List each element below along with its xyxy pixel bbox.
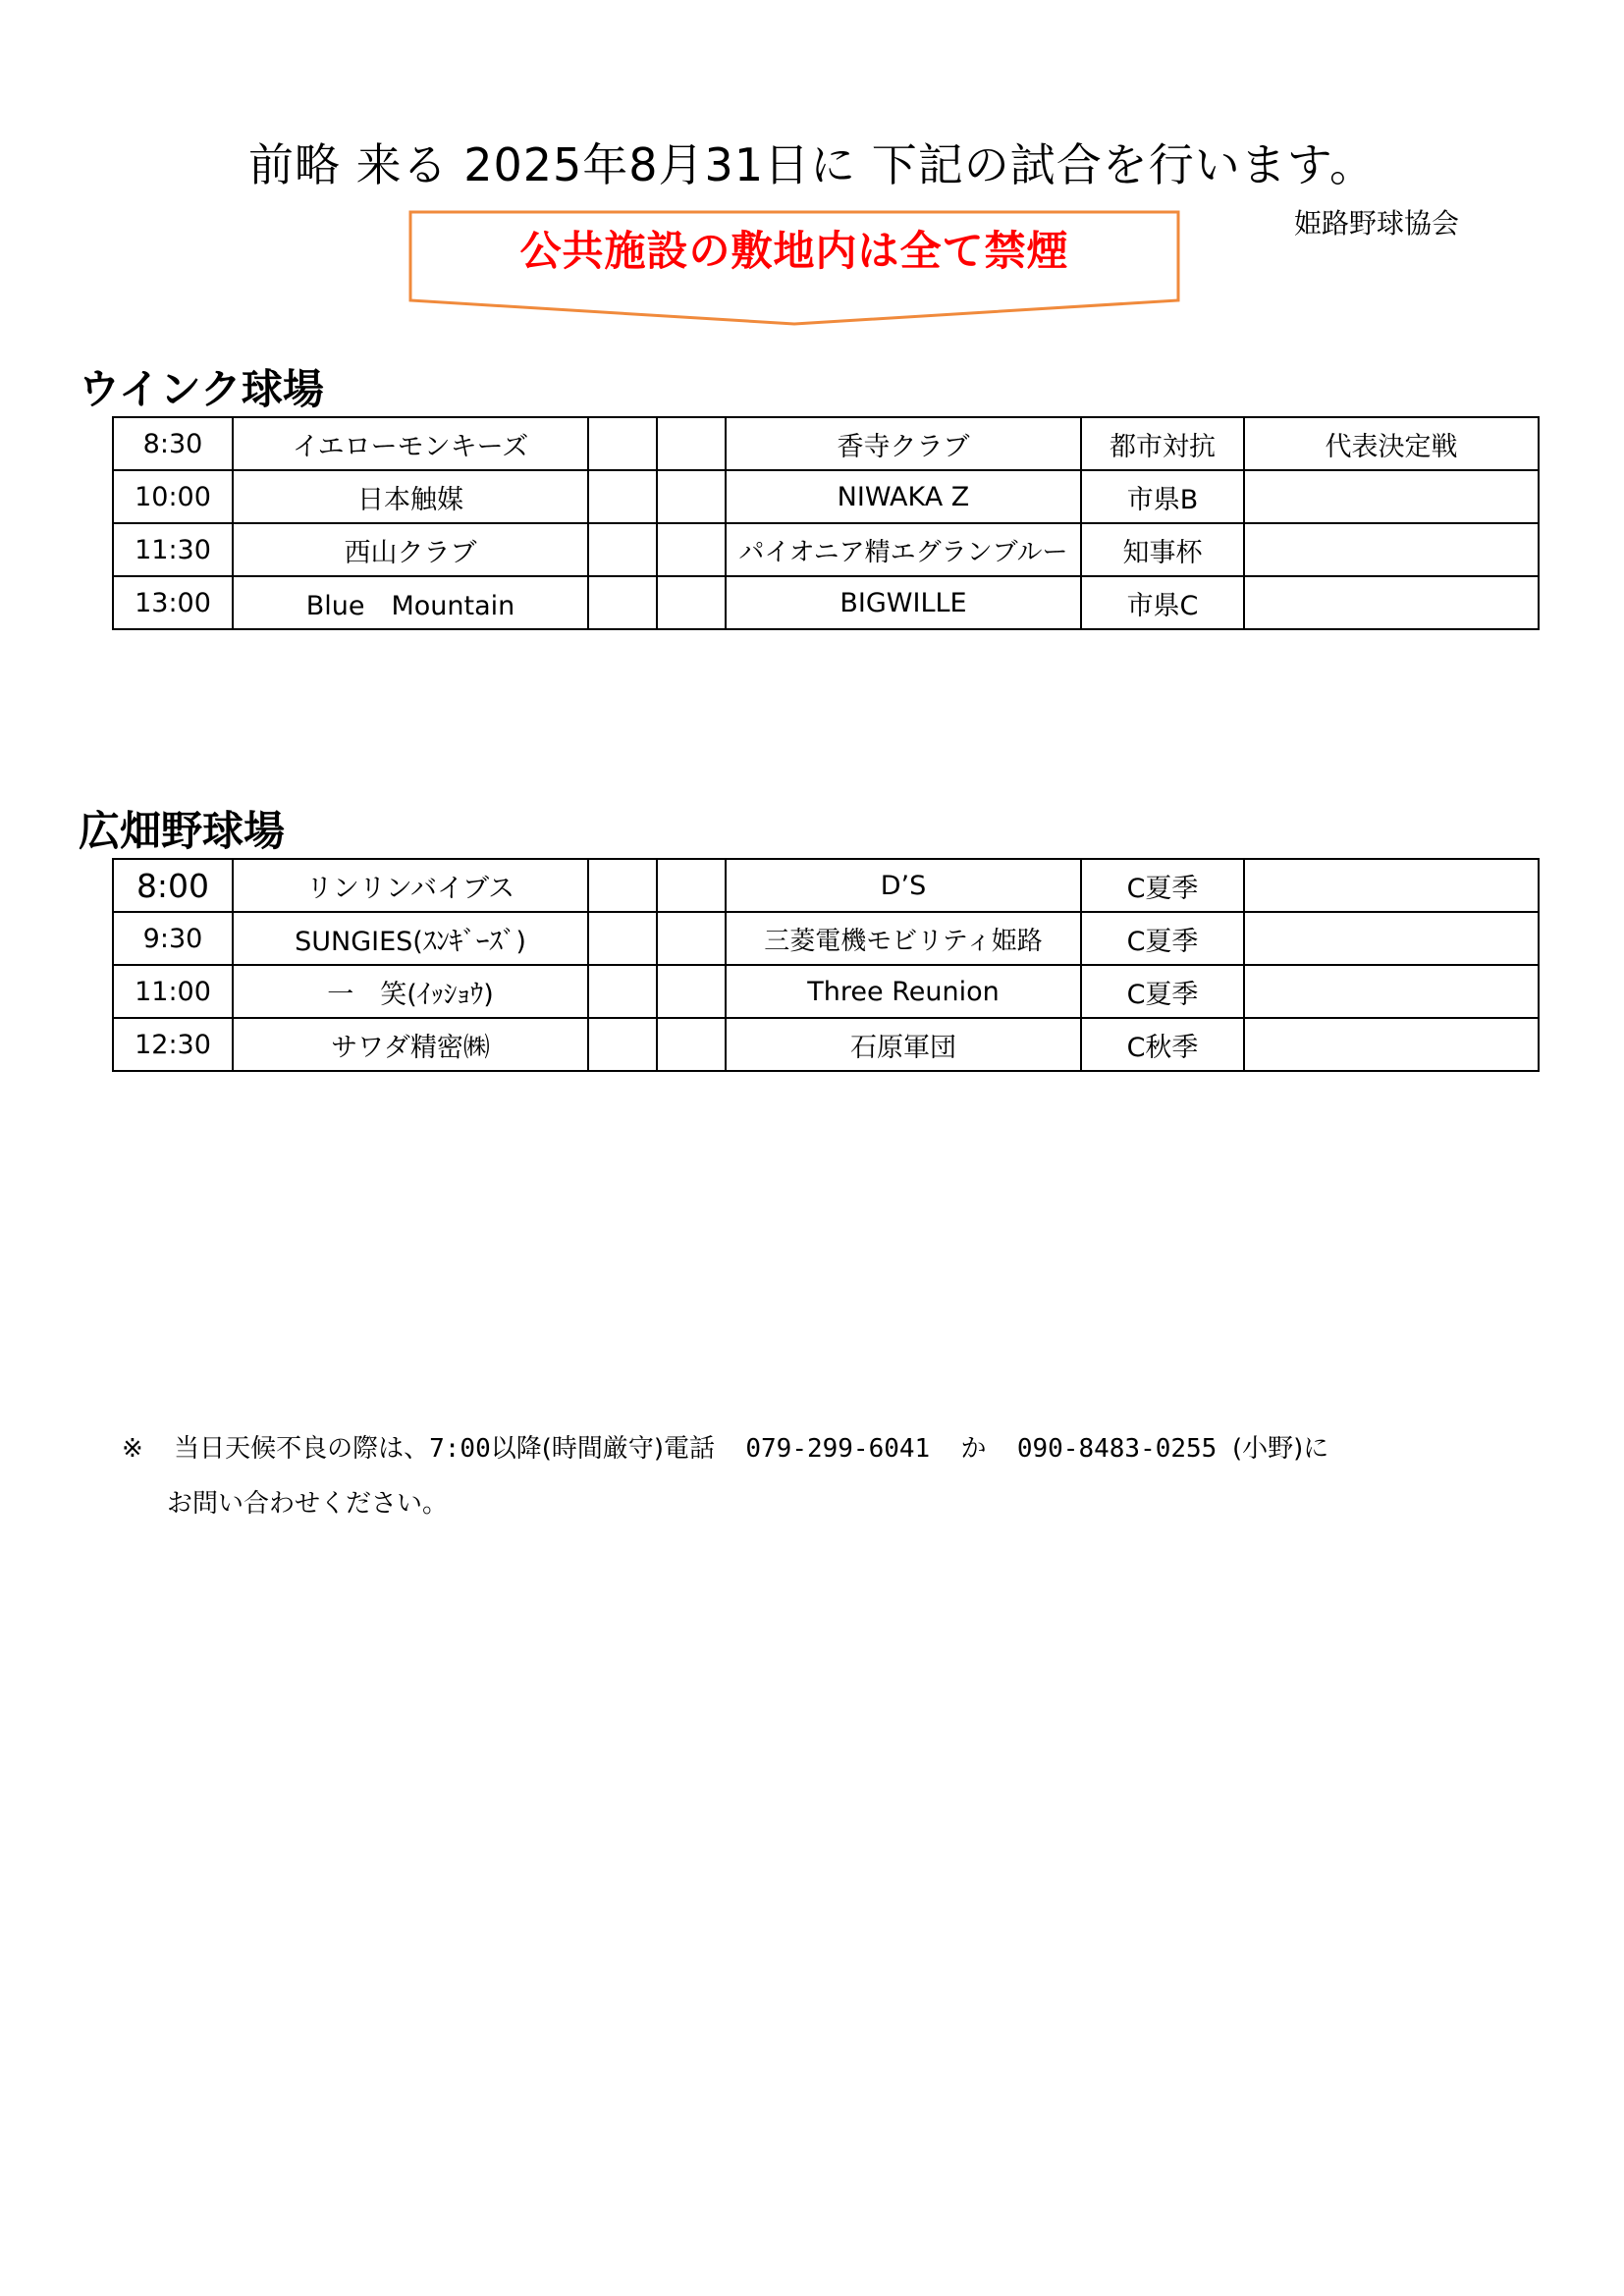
notice-contact: (小野)に bbox=[1232, 1434, 1329, 1464]
table-row bbox=[113, 470, 1539, 523]
cell-score1 bbox=[588, 417, 657, 470]
table-row bbox=[113, 912, 1539, 965]
cell-category: 都市対抗 bbox=[1081, 417, 1244, 470]
cell-team1: イエローモンキーズ bbox=[233, 417, 588, 470]
cell-team2: D’S bbox=[726, 859, 1081, 912]
notice-text-line2: お問い合わせください。 bbox=[167, 1489, 449, 1519]
cell-team1: サワダ精密㈱ bbox=[233, 1018, 588, 1071]
cell-category: 市県B bbox=[1081, 470, 1244, 523]
cell-note bbox=[1244, 576, 1539, 629]
cell-time: 9:30 bbox=[113, 912, 233, 965]
organizer-name: 姫路野球協会 bbox=[1294, 207, 1460, 240]
cell-note bbox=[1244, 912, 1539, 965]
cell-time: 10:00 bbox=[113, 470, 233, 523]
cell-category: C夏季 bbox=[1081, 965, 1244, 1018]
cell-note bbox=[1244, 1018, 1539, 1071]
venue-title-wink: ウインク球場 bbox=[79, 365, 324, 413]
cell-team1: 西山クラブ bbox=[233, 523, 588, 576]
cell-score1 bbox=[588, 470, 657, 523]
cell-time: 11:00 bbox=[113, 965, 233, 1018]
cell-note bbox=[1244, 470, 1539, 523]
cell-team2: BIGWILLE bbox=[726, 576, 1081, 629]
cell-score1 bbox=[588, 965, 657, 1018]
cell-time: 8:30 bbox=[113, 417, 233, 470]
weather-notice-line1 bbox=[122, 1429, 1328, 1468]
cell-category: C秋季 bbox=[1081, 1018, 1244, 1071]
notice-mark: ※ bbox=[122, 1434, 143, 1464]
headline: 前略 来る 2025年8月31日に 下記の試合を行います。 bbox=[247, 138, 1377, 191]
cell-score2 bbox=[657, 859, 726, 912]
table-row bbox=[113, 523, 1539, 576]
cell-time: 12:30 bbox=[113, 1018, 233, 1071]
cell-team2: NIWAKA Z bbox=[726, 470, 1081, 523]
table-row bbox=[113, 965, 1539, 1018]
cell-team1: リンリンバイブス bbox=[233, 859, 588, 912]
cell-team2: Three Reunion bbox=[726, 965, 1081, 1018]
notice-text-a: 当日天候不良の際は、 bbox=[174, 1434, 430, 1464]
weather-notice-line2 bbox=[167, 1484, 448, 1523]
cell-category: C夏季 bbox=[1081, 912, 1244, 965]
table-row bbox=[113, 859, 1539, 912]
cell-score1 bbox=[588, 523, 657, 576]
cell-score1 bbox=[588, 859, 657, 912]
cell-score2 bbox=[657, 523, 726, 576]
no-smoking-banner bbox=[408, 210, 1180, 326]
cell-score1 bbox=[588, 576, 657, 629]
cell-note bbox=[1244, 965, 1539, 1018]
cell-note bbox=[1244, 859, 1539, 912]
cell-score2 bbox=[657, 470, 726, 523]
cell-team1: SUNGIES(ｽﾝｷﾞｰｽﾞ) bbox=[233, 912, 588, 965]
cell-note: 代表決定戦 bbox=[1244, 417, 1539, 470]
cell-team2: 香寺クラブ bbox=[726, 417, 1081, 470]
venue-title-hirohata: 広畑野球場 bbox=[79, 807, 286, 855]
table-row bbox=[113, 576, 1539, 629]
cell-category: C夏季 bbox=[1081, 859, 1244, 912]
cell-score2 bbox=[657, 1018, 726, 1071]
cell-team1: Blue Mountain bbox=[233, 576, 588, 629]
schedule-table-hirohata bbox=[112, 858, 1540, 1072]
table-row bbox=[113, 417, 1539, 470]
cell-team2: 三菱電機モビリティ姫路 bbox=[726, 912, 1081, 965]
table-row bbox=[113, 1018, 1539, 1071]
phone-number-1: 079-299-6041 bbox=[745, 1434, 931, 1464]
cell-team1: 一 笑(ｲｯｼｮｳ) bbox=[233, 965, 588, 1018]
cell-team2: パイオニア精エグランブルー bbox=[726, 523, 1081, 576]
cell-score2 bbox=[657, 912, 726, 965]
cell-score2 bbox=[657, 417, 726, 470]
no-smoking-text: 公共施設の敷地内は全て禁煙 bbox=[519, 227, 1069, 275]
cell-note bbox=[1244, 523, 1539, 576]
cell-time: 13:00 bbox=[113, 576, 233, 629]
cell-score2 bbox=[657, 576, 726, 629]
cell-team1: 日本触媒 bbox=[233, 470, 588, 523]
cell-score2 bbox=[657, 965, 726, 1018]
notice-time: 7:00 bbox=[429, 1434, 491, 1464]
cell-time: 8:00 bbox=[113, 859, 233, 912]
cell-score1 bbox=[588, 912, 657, 965]
notice-conjunction: か bbox=[960, 1434, 987, 1464]
schedule-table-wink bbox=[112, 416, 1540, 630]
cell-category: 知事杯 bbox=[1081, 523, 1244, 576]
cell-time: 11:30 bbox=[113, 523, 233, 576]
cell-category: 市県C bbox=[1081, 576, 1244, 629]
cell-score1 bbox=[588, 1018, 657, 1071]
notice-text-c: 以降(時間厳守)電話 bbox=[490, 1434, 716, 1464]
phone-number-2: 090-8483-0255 bbox=[1016, 1434, 1218, 1464]
cell-team2: 石原軍団 bbox=[726, 1018, 1081, 1071]
